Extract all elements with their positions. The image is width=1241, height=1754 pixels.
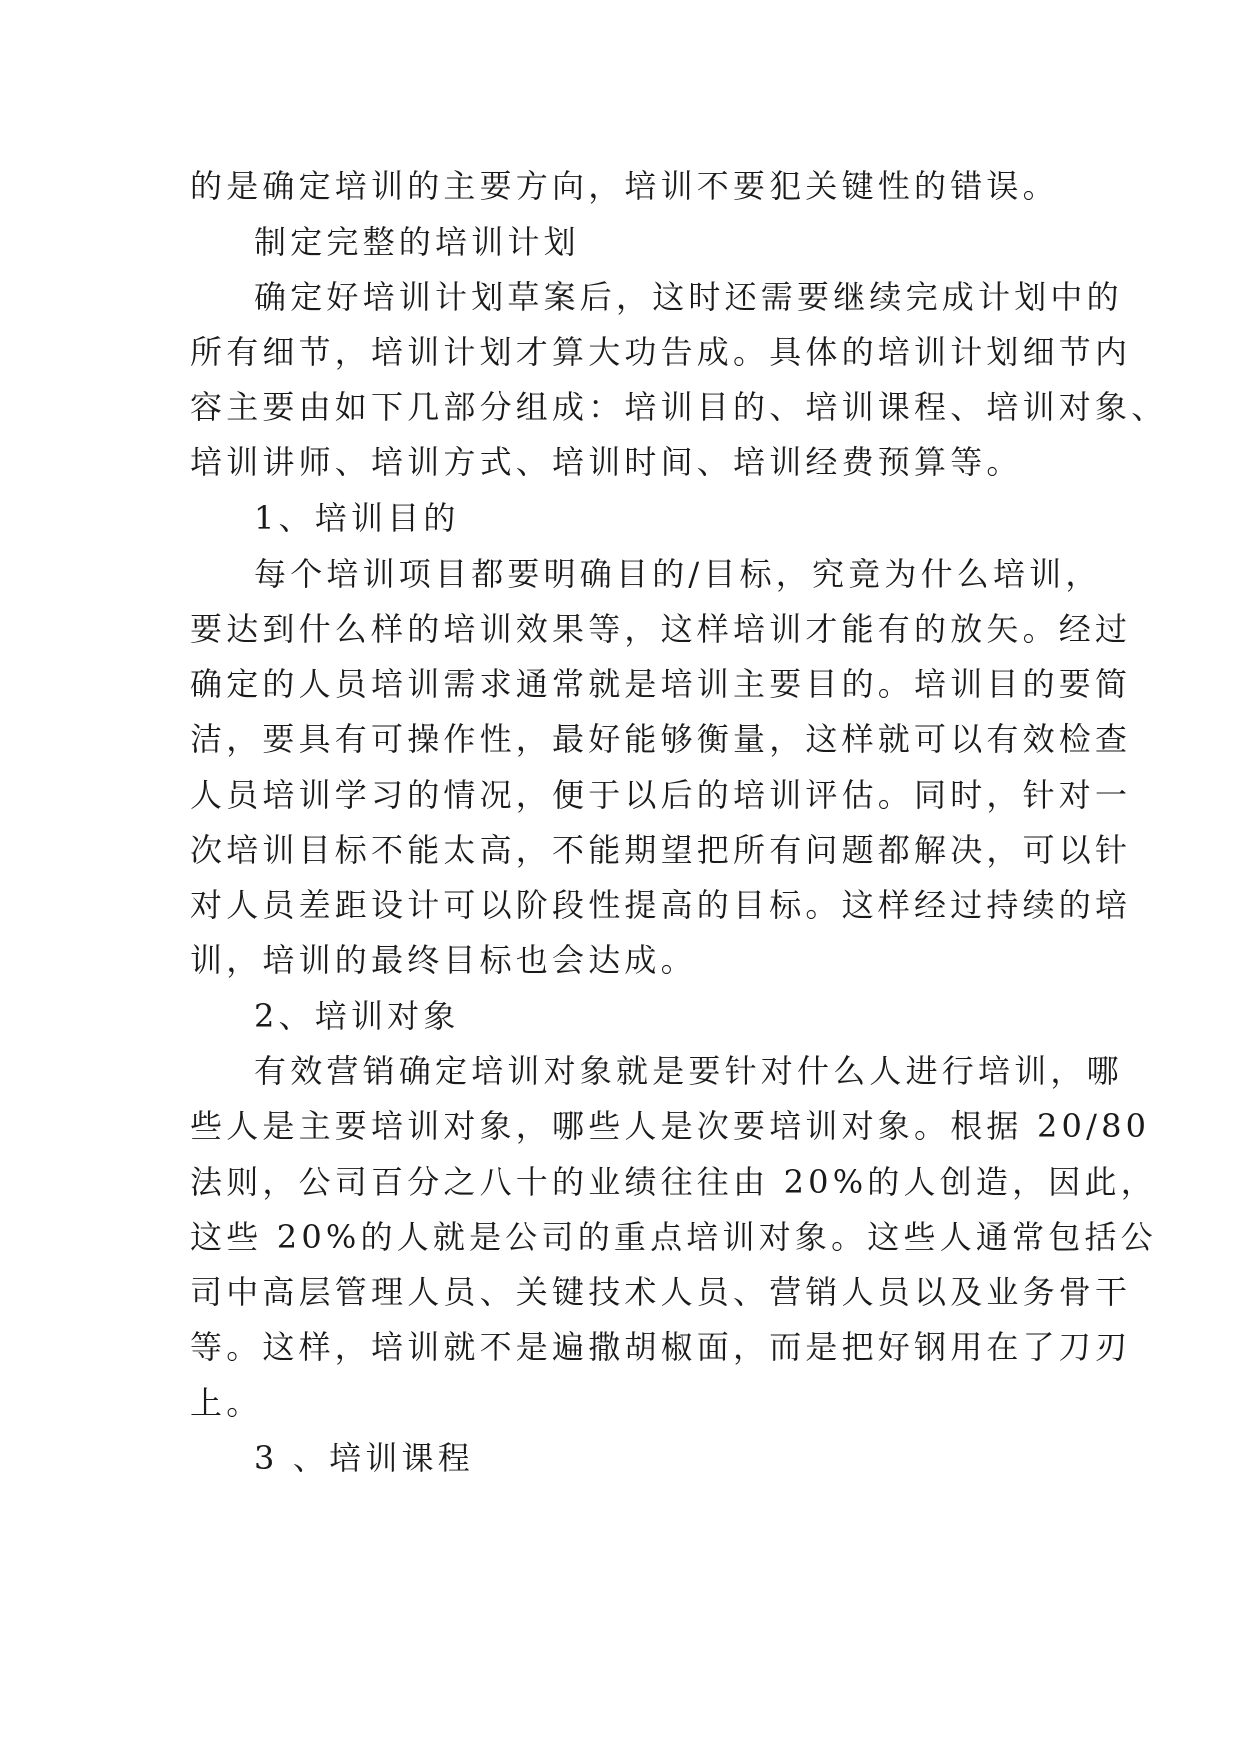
text-line: 些人是主要培训对象，哪些人是次要培训对象。根据 20/80 (190, 1107, 1151, 1145)
text-line: 法则，公司百分之八十的业绩往往由 20%的人创造，因此， (190, 1163, 1157, 1201)
text-line: 确定好培训计划草案后，这时还需要继续完成计划中的 (254, 278, 1123, 316)
text-line: 训，培训的最终目标也会达成。 (190, 941, 697, 979)
section-heading: 制定完整的培训计划 (254, 223, 580, 261)
text-line: 培训讲师、培训方式、培训时间、培训经费预算等。 (190, 443, 1023, 481)
text-line: 这些 20%的人就是公司的重点培训对象。这些人通常包括公 (190, 1218, 1157, 1256)
text-line: 所有细节，培训计划才算大功告成。具体的培训计划细节内 (190, 333, 1132, 371)
text-line: 的是确定培训的主要方向，培训不要犯关键性的错误。 (190, 167, 1059, 205)
text-line: 司中高层管理人员、关键技术人员、营销人员以及业务骨干 (190, 1273, 1132, 1311)
text-line: 等。这样，培训就不是遍撒胡椒面，而是把好钢用在了刀刃 (190, 1328, 1132, 1366)
text-line: 对人员差距设计可以阶段性提高的目标。这样经过持续的培 (190, 886, 1132, 924)
section-heading: 2、培训对象 (254, 997, 460, 1035)
text-line: 确定的人员培训需求通常就是培训主要目的。培训目的要简 (190, 665, 1132, 703)
text-line: 要达到什么样的培训效果等，这样培训才能有的放矢。经过 (190, 610, 1132, 648)
text-line: 容主要由如下几部分组成：培训目的、培训课程、培训对象、 (190, 388, 1168, 426)
text-line: 每个培训项目都要明确目的/目标，究竟为什么培训， (254, 555, 1102, 593)
text-line: 上。 (190, 1384, 263, 1422)
section-heading: 1、培训目的 (254, 499, 460, 537)
text-line: 有效营销确定培训对象就是要针对什么人进行培训，哪 (254, 1052, 1123, 1090)
text-line: 人员培训学习的情况，便于以后的培训评估。同时，针对一 (190, 776, 1132, 814)
text-line: 洁，要具有可操作性，最好能够衡量，这样就可以有效检查 (190, 720, 1132, 758)
text-line: 次培训目标不能太高，不能期望把所有问题都解决，可以针 (190, 831, 1132, 869)
section-heading: 3 、培训课程 (254, 1439, 474, 1477)
